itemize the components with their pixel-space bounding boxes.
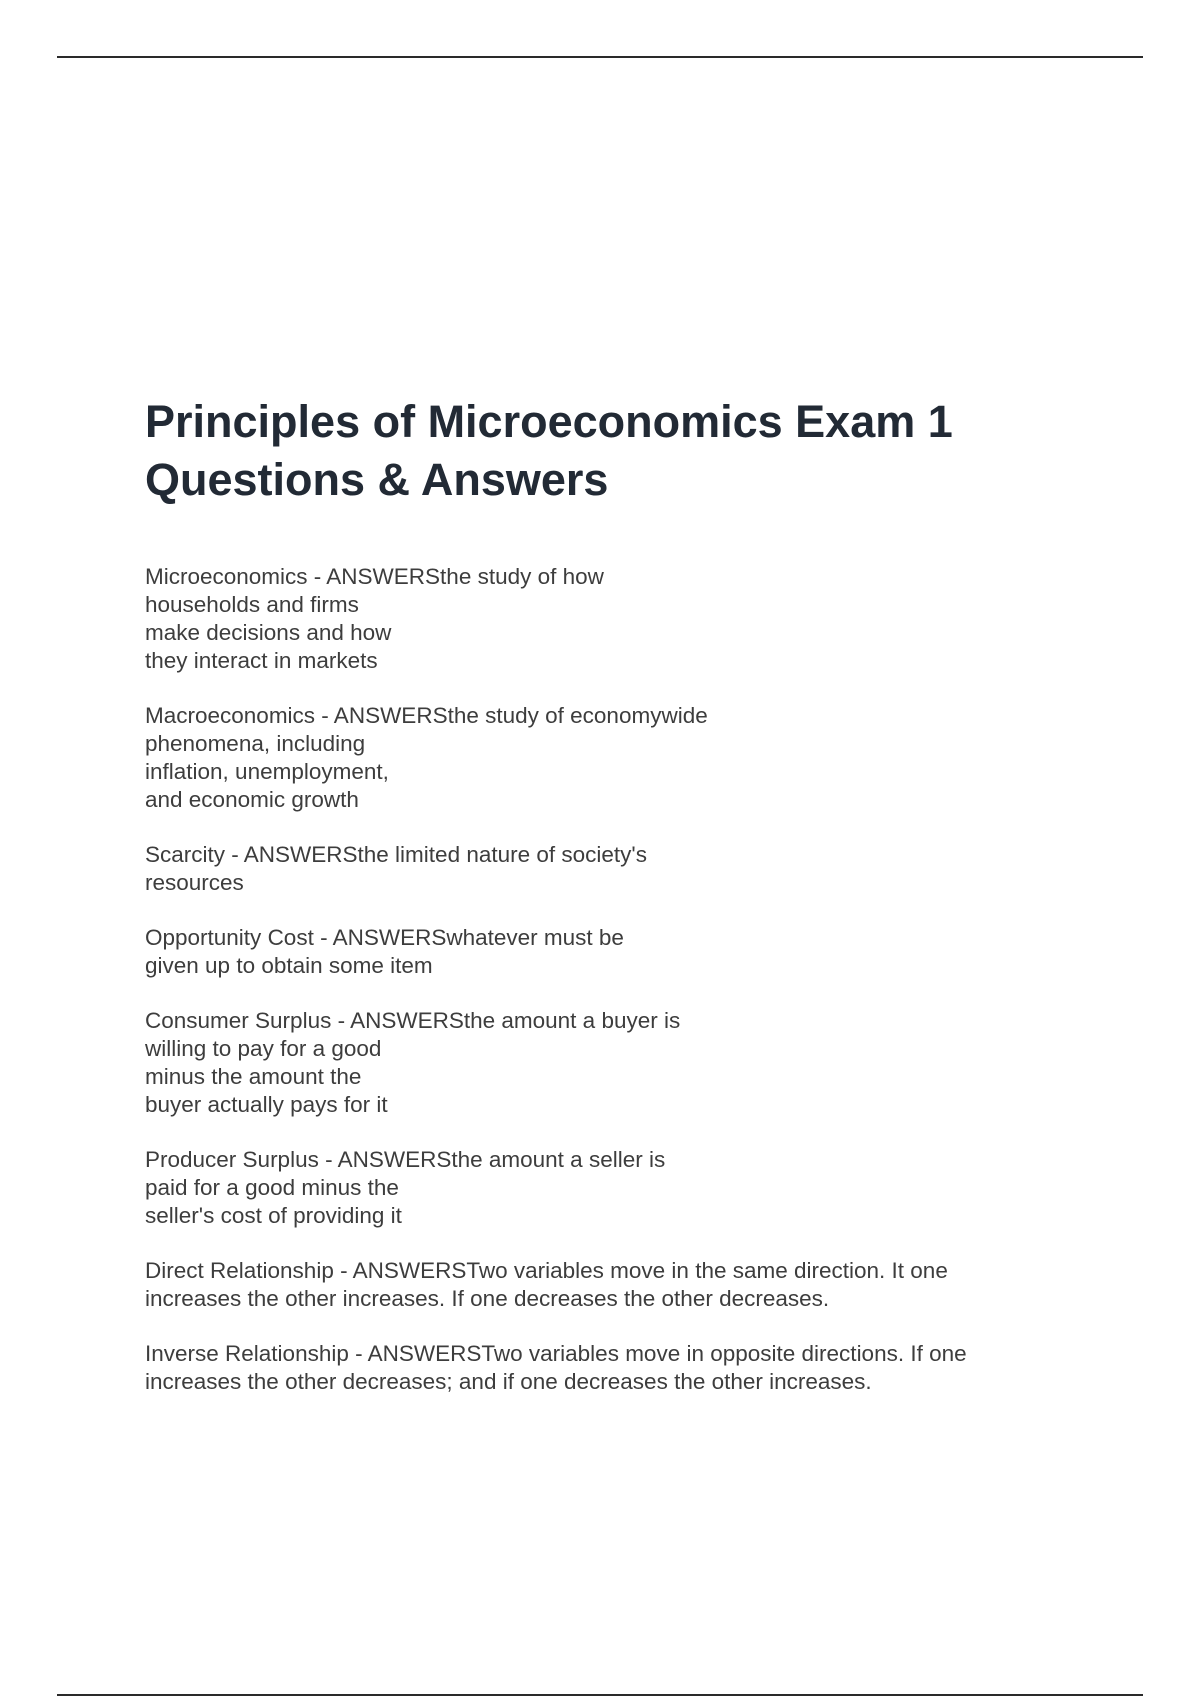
qa-line: buyer actually pays for it <box>145 1092 388 1117</box>
qa-entry-macroeconomics <box>145 702 1045 814</box>
qa-line: minus the amount the <box>145 1064 362 1089</box>
qa-line: paid for a good minus the <box>145 1175 399 1200</box>
qa-line: willing to pay for a good <box>145 1036 382 1061</box>
qa-line: Inverse Relationship - ANSWERSTwo variables move in opposite directions. If one <box>145 1341 967 1366</box>
qa-entry-microeconomics <box>145 563 1045 675</box>
qa-list <box>145 563 1045 1423</box>
qa-entry-opportunity-cost <box>145 924 1045 980</box>
qa-entry-producer-surplus <box>145 1146 1045 1230</box>
qa-line: Opportunity Cost - ANSWERSwhatever must be <box>145 925 624 950</box>
qa-entry-direct-relationship <box>145 1257 1045 1313</box>
qa-line: Direct Relationship - ANSWERSTwo variables move in the same direction. It one <box>145 1258 948 1283</box>
document-title-line-1: Principles of Microeconomics Exam 1 <box>145 396 953 447</box>
qa-line: seller's cost of providing it <box>145 1203 402 1228</box>
document-title-line-2: Questions & Answers <box>145 454 609 505</box>
qa-line: and economic growth <box>145 787 359 812</box>
qa-entry-scarcity <box>145 841 1045 897</box>
qa-entry-consumer-surplus <box>145 1007 1045 1119</box>
qa-line: increases the other increases. If one decreases the other decreases. <box>145 1286 830 1311</box>
qa-line: Macroeconomics - ANSWERSthe study of economywide <box>145 703 708 728</box>
qa-line: make decisions and how <box>145 620 392 645</box>
bottom-divider <box>57 1694 1143 1696</box>
qa-line: households and firms <box>145 592 359 617</box>
qa-line: Consumer Surplus - ANSWERSthe amount a buyer is <box>145 1008 681 1033</box>
qa-line: they interact in markets <box>145 648 378 673</box>
qa-line: increases the other decreases; and if one decreases the other increases. <box>145 1369 872 1394</box>
document-title <box>145 393 1085 509</box>
qa-entry-inverse-relationship <box>145 1340 1045 1396</box>
qa-line: Scarcity - ANSWERSthe limited nature of society's <box>145 842 647 867</box>
qa-line: inflation, unemployment, <box>145 759 389 784</box>
top-divider <box>57 56 1143 58</box>
qa-line: resources <box>145 870 244 895</box>
qa-line: phenomena, including <box>145 731 366 756</box>
qa-line: Microeconomics - ANSWERSthe study of how <box>145 564 604 589</box>
qa-line: Producer Surplus - ANSWERSthe amount a seller is <box>145 1147 666 1172</box>
qa-line: given up to obtain some item <box>145 953 433 978</box>
